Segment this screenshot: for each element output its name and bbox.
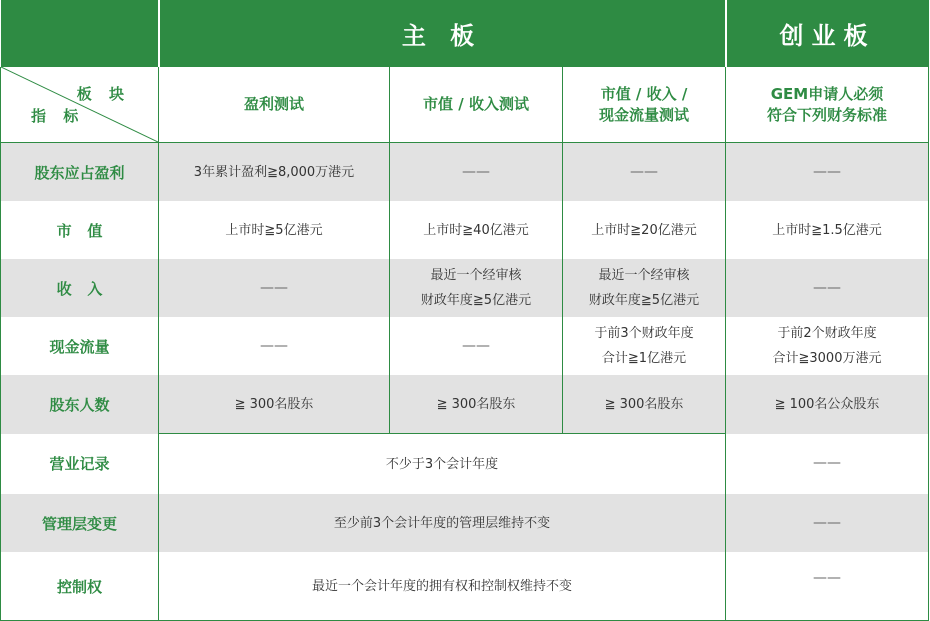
row-label-text: 收 入	[56, 279, 103, 298]
main-board-header: 主 板	[159, 0, 726, 67]
table-row	[1, 317, 929, 375]
profit-test-header	[159, 67, 390, 143]
row-label-market-cap	[1, 201, 159, 259]
row-label-profit: 股东应占盈利	[1, 143, 159, 202]
gem-criteria-header	[726, 67, 929, 143]
table-cell	[726, 317, 929, 375]
cell-text: 最近一个经审核 财政年度≧5亿港元	[420, 268, 532, 308]
row-label-track-record: 营业记录	[1, 434, 159, 495]
table-cell: 上市时≧20亿港元	[563, 201, 726, 259]
table-row	[1, 259, 929, 317]
table-cell: 3年累计盈利≧8,000万港元	[159, 143, 390, 202]
corner-top-cell	[1, 0, 159, 67]
mcap-revenue-cashflow-test-header	[563, 67, 726, 143]
table-cell	[563, 317, 726, 375]
table-row	[1, 434, 929, 495]
table-cell	[563, 259, 726, 317]
cell-text: 于前3个财政年度 合计≧1亿港元	[594, 326, 694, 366]
table-row	[1, 552, 929, 621]
table-cell: ≧ 100名公众股东	[726, 375, 929, 434]
gem-criteria-label: GEM申请人必须 符合下列财务标准	[766, 84, 887, 124]
mcap-revenue-test-label: 市值 / 收入测试	[423, 95, 529, 113]
profit-test-label: 盈利测试	[243, 95, 304, 113]
gem-board-header: 创业板	[726, 0, 929, 67]
table-cell: 上市时≧40亿港元	[390, 201, 563, 259]
table-row	[1, 143, 929, 202]
board-header-row	[1, 0, 929, 67]
table-cell: 上市时≧5亿港元	[159, 201, 390, 259]
row-label-revenue	[1, 259, 159, 317]
table-cell	[390, 259, 563, 317]
cell-text: 最近一个经审核 财政年度≧5亿港元	[588, 268, 700, 308]
table-cell: ——	[390, 317, 563, 375]
table-cell: ——	[159, 317, 390, 375]
corner-board-label: 板 块	[76, 85, 130, 103]
table-row	[1, 375, 929, 434]
table-row	[1, 494, 929, 552]
row-label-text: 市 值	[56, 221, 103, 240]
merged-cell: 至少前3个会计年度的管理层维持不变	[159, 494, 726, 552]
table-cell: 上市时≧1.5亿港元	[726, 201, 929, 259]
table-cell: ≧ 300名股东	[563, 375, 726, 434]
cell-text: 于前2个财政年度 合计≧3000万港元	[772, 326, 882, 366]
table-cell: ——	[563, 143, 726, 202]
mcap-revenue-test-header	[390, 67, 563, 143]
table-cell: ——	[159, 259, 390, 317]
table-cell: ——	[726, 494, 929, 552]
table-cell: ≧ 300名股东	[390, 375, 563, 434]
row-label-cashflow: 现金流量	[1, 317, 159, 375]
table-cell: ——	[726, 434, 929, 495]
merged-cell: 不少于3个会计年度	[159, 434, 726, 495]
table-cell: ——	[726, 552, 929, 621]
row-label-management: 管理层变更	[1, 494, 159, 552]
table-cell: ——	[726, 143, 929, 202]
merged-cell: 最近一个会计年度的拥有权和控制权维持不变	[159, 552, 726, 621]
diagonal-corner-cell	[1, 67, 159, 143]
row-label-shareholders: 股东人数	[1, 375, 159, 434]
row-label-control: 控制权	[1, 552, 159, 621]
table-cell: ——	[726, 259, 929, 317]
mcap-revenue-cashflow-test-label: 市值 / 收入 / 现金流量测试	[598, 84, 689, 124]
table-cell: ≧ 300名股东	[159, 375, 390, 434]
table-cell: ——	[390, 143, 563, 202]
test-header-row	[1, 67, 929, 143]
corner-indicator-label: 指 标	[31, 107, 85, 125]
table-row	[1, 201, 929, 259]
